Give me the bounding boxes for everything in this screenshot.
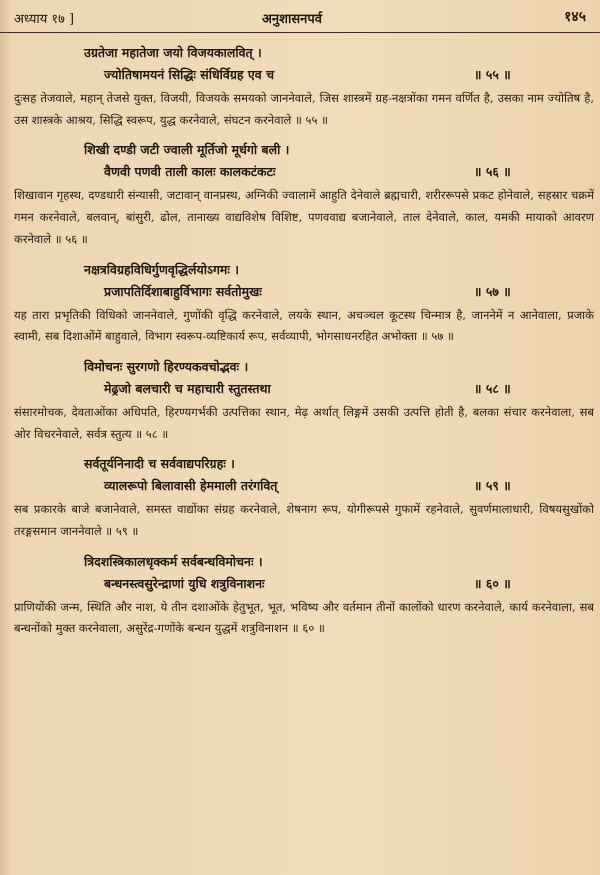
verse-line bbox=[74, 281, 586, 303]
verse-line bbox=[74, 475, 586, 497]
verse-number: ॥ ५९ ॥ bbox=[474, 478, 511, 494]
verse-number: ॥ ५८ ॥ bbox=[474, 380, 511, 396]
verse-line bbox=[74, 573, 586, 595]
verse-line bbox=[74, 356, 586, 378]
verse-text: सर्वतूर्यनिनादी च सर्ववाद्यपरिग्रहः । bbox=[84, 456, 235, 472]
running-title: अनुशासनपर्व bbox=[262, 12, 322, 27]
commentary-paragraph: सब प्रकारके बाजे बजानेवाले, समस्त वाद्योंका संग्रह करनेवाले, शेषनाग रूप, योगीरूपसे गुफामें रहनेवाले, सुवर्णमालाधारी, विषयसुखोंको तरङ्गसमान जाननेवाले ॥ ५९ ॥ bbox=[14, 502, 594, 539]
verse-text: ज्योतिषामयनं सिद्धिः संधिर्विग्रह एव च bbox=[104, 67, 275, 82]
verse-block bbox=[14, 259, 594, 348]
chapter-label: अध्याय १७ ] bbox=[14, 12, 75, 27]
verse-line bbox=[74, 378, 586, 400]
verse-text: शिखी दण्डी जटी ज्वाली मूर्तिजो मूर्धगो बली । bbox=[84, 142, 290, 158]
verse-block bbox=[14, 453, 594, 542]
commentary-paragraph: संसारमोचक, देवताओंका अधिपति, हिरण्यगर्भकी उत्पत्तिका स्थान, मेढ़ अर्थात् लिङ्गमें उसकी उत्पत्ति होती है, बलका संचार करनेवाला, सब ओर विचरनेवाले, सर्वत्र स्तुत्य ॥ ५८ ॥ bbox=[14, 404, 594, 441]
page-header bbox=[0, 0, 600, 33]
verse-block bbox=[14, 551, 594, 640]
commentary-paragraph: दुःसह तेजवाले, महान् तेजसे युक्त, विजयी, विजयके समयको जाननेवाले, जिस शास्त्रमें ग्रह-नक्षत्रोंका गमन वर्णित है, उसका नाम ज्योतिष है, उस शास्त्रके आश्रय, सिद्धि स्वरूप, युद्ध करनेवाले, संघटन करनेवाले ॥ ५५ ॥ bbox=[14, 91, 594, 127]
verse-block bbox=[14, 139, 594, 250]
verse-text: प्रजापतिर्दिशाबाहुर्विभागः सर्वतोमुखः bbox=[104, 283, 262, 299]
verse-text: विमोचनः सुरगणो हिरण्यकवचोद्भवः । bbox=[84, 358, 249, 374]
verse-text: व्यालरूपो बिलावासी हेममाली तरंगवित् bbox=[104, 478, 278, 494]
verse-number: ॥ ५६ ॥ bbox=[474, 164, 511, 180]
commentary-paragraph: प्राणियोंकी जन्म, स्थिति और नाश, ये तीन दशाओंके हेतुभूत, भूत, भविष्य और वर्तमान तीनों कालोंको धारण करनेवाले, कार्य करनेवाला, सब बन्धनोंको मुक्त करनेवाला, असुरेंद्र-गणोंके बन्धन युद्धमें शत्रुविनाशन ॥ ६० ॥ bbox=[14, 599, 594, 636]
verse-line bbox=[74, 161, 586, 183]
verse-line bbox=[74, 453, 586, 475]
verse-line bbox=[74, 259, 586, 281]
verse-number: ॥ ५७ ॥ bbox=[474, 283, 511, 299]
verse-line bbox=[74, 139, 586, 161]
verse-line bbox=[74, 551, 586, 573]
commentary-paragraph: शिखावान गृहस्थ, दण्डधारी संन्यासी, जटावान् वानप्रस्थ, अग्निकी ज्वालामें आहुति देनेवाले ब्रह्मचारी, शरीररूपसे प्रकट होनेवाले, सहस्रार चक्रमें गमन करनेवाले, बलवान्, बांसुरी, ढोल, तानाख्य वाद्यविशेष विशिष्ट, पणववाद्य बजानेवाले, ताल देनेवाले, काल, यमकी मायाको आवरण करनेवाले ॥ ५६ ॥ bbox=[14, 188, 594, 246]
page-content bbox=[14, 42, 594, 648]
verse-text: नक्षत्रविग्रहविधिर्गुणवृद्धिर्लयोऽगमः । bbox=[84, 261, 239, 277]
verse-line bbox=[74, 42, 586, 64]
verse-line bbox=[74, 64, 586, 86]
verse-text: मेढ्रजो बलचारी च महाचारी स्तुतस्तथा bbox=[104, 380, 271, 396]
verse-block bbox=[14, 42, 594, 131]
verse-text: उग्रतेजा महातेजा जयो विजयकालवित् । bbox=[84, 45, 262, 60]
verse-number: ॥ ६० ॥ bbox=[474, 575, 511, 591]
page-number: १४५ bbox=[564, 9, 586, 25]
verse-number: ॥ ५५ ॥ bbox=[474, 67, 511, 82]
commentary-paragraph: यह तारा प्रभृतिकी विधिको जाननेवाले, गुणोंकी वृद्धि करनेवाले, लयके स्थान, अचञ्चल कूटस्थ चिन्मात्र है, जाननेमें न आनेवाला, प्रजाके स्वामी, सब दिशाओंमें बाहुवाले, विभाग स्वरूप-व्यष्टिकार्य रूप, सर्वव्यापी, भोगसाधनरहित अभोक्ता ॥ ५७ ॥ bbox=[14, 307, 594, 344]
verse-text: त्रिदशस्त्रिकालधृक्कर्म सर्वबन्धविमोचनः । bbox=[84, 553, 263, 569]
verse-text: बन्धनस्त्वसुरेन्द्राणां युधि शत्रुविनाशनः bbox=[104, 575, 265, 591]
verse-text: वैणवी पणवी ताली कालः कालकटंकटः bbox=[104, 164, 276, 180]
verse-block bbox=[14, 356, 594, 445]
